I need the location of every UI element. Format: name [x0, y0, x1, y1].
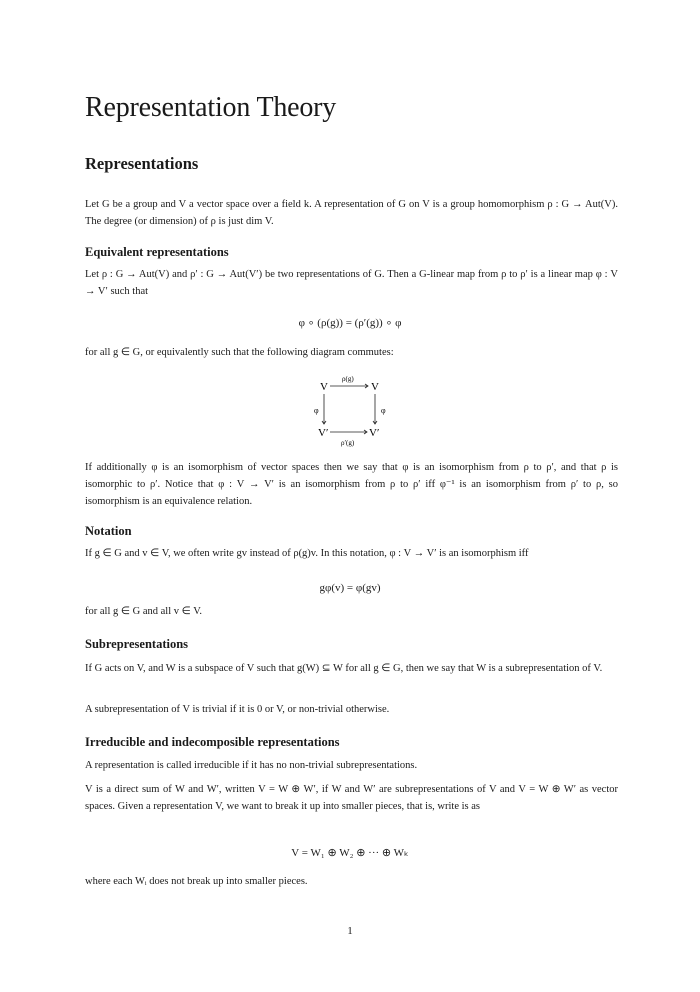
subrep-paragraph-1: If G acts on V, and W is a subspace of V such that g(W) ⊆ W for all g ∈ G, then we say that W is a subrepresentation of V. [85, 663, 603, 674]
diagram-top-label: ρ(g) [342, 375, 354, 383]
notation-heading: Notation [85, 524, 132, 538]
equivalent-equation: φ ∘ (ρ(g)) = (ρ′(g)) ∘ φ [298, 317, 402, 329]
irreducible-heading: Irreducible and indecomposible representations [85, 735, 340, 749]
equivalent-paragraph-2: for all g ∈ G, or equivalently such that the following diagram commutes: [85, 347, 394, 358]
intro-paragraph: Let G be a group and V a vector space over a field k. A representation of G on V is a group homomorphism ρ : G → Aut(V). The degree (or dimension) of ρ is just dim V. [85, 199, 618, 227]
page-number: 1 [347, 925, 353, 937]
equivalent-heading: Equivalent representations [85, 245, 229, 259]
equivalent-paragraph-1: Let ρ : G → Aut(V) and ρ′ : G → Aut(V′) be two representations of G. Then a G-linear map from ρ to ρ′ is a linear map φ : V → V′ such that [85, 269, 618, 297]
diagram-top-right: V [371, 381, 379, 393]
irreducible-paragraph-1: A representation is called irreducible if it has no non-trivial subrepresentations. [85, 760, 418, 771]
irreducible-equation: V = W₁ ⊕ W₂ ⊕ ··· ⊕ Wₖ [291, 847, 409, 859]
subrep-heading: Subrepresentations [85, 637, 189, 651]
diagram-left-label: φ [314, 406, 319, 415]
irreducible-paragraph-3: where each Wᵢ does not break up into smaller pieces. [85, 876, 308, 887]
notation-equation: gφ(v) = φ(gv) [319, 582, 381, 594]
commutative-diagram [305, 370, 405, 450]
diagram-bottom-right: V′ [369, 427, 380, 439]
section-heading: Representations [85, 154, 199, 173]
diagram-bottom-left: V′ [318, 427, 329, 439]
equivalent-paragraph-3: If additionally φ is an isomorphism of vector spaces then we say that φ is an isomorphism from ρ to ρ′, and that ρ is isomorphic to ρ′. Notice that φ : V → V′ is an isomorphism from ρ to ρ′ iff φ⁻¹ is an isomorphism from ρ′ to ρ, so isomorphism is an equivalence relation. [85, 462, 618, 507]
document-title: Representation Theory [85, 92, 337, 123]
diagram-right-label: φ [381, 406, 386, 415]
notation-paragraph-2: for all g ∈ G and all v ∈ V. [85, 606, 203, 617]
notation-paragraph-1: If g ∈ G and v ∈ V, we often write gv instead of ρ(g)v. In this notation, φ : V → V′ is an isomorphism iff [85, 548, 529, 559]
subrep-paragraph-2: A subrepresentation of V is trivial if it is 0 or V, or non-trivial otherwise. [85, 704, 390, 715]
diagram-top-left: V [320, 381, 328, 393]
irreducible-paragraph-2: V is a direct sum of W and W′, written V = W ⊕ W′, if W and W′ are subrepresentations of V and V = W ⊕ W′ as vector spaces. Given a representation V, we want to break it up into smaller pieces, that is, write is as [85, 784, 618, 812]
diagram-bottom-label: ρ′(g) [341, 439, 355, 447]
